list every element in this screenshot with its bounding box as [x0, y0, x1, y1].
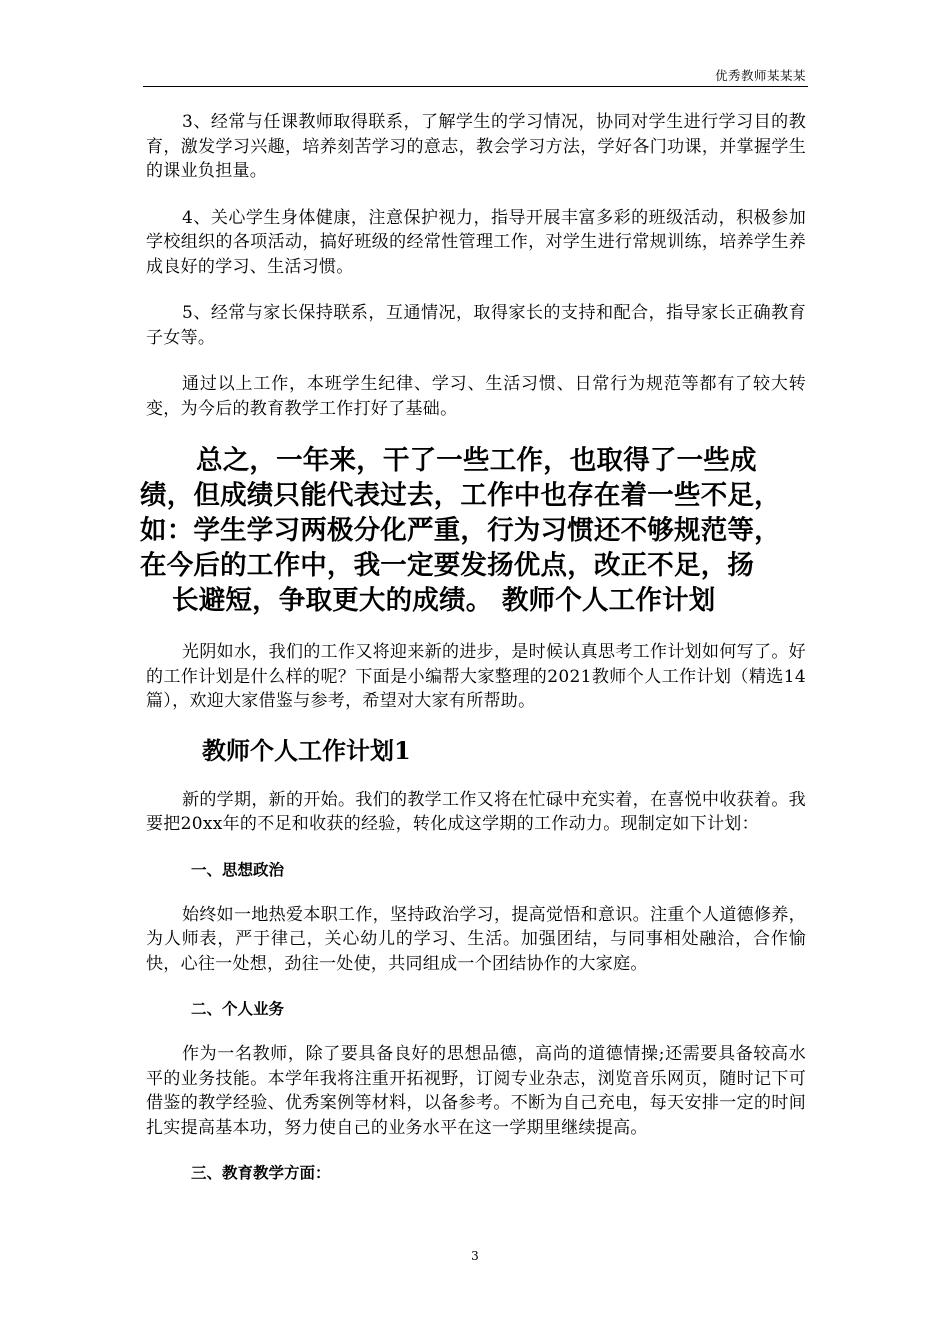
summary-large-text [140, 443, 806, 618]
section-heading-business: 二、个人业务 [191, 1000, 285, 1018]
summary-main: 总之，一年来，干了一些工作，也取得了一些成绩，但成绩只能代表过去，工作中也存在着一些不足，如：学生学习两极分化严重，行为习惯还不够规范等，在今后的工作中，我一定要发扬优点，改正不足，扬 [140, 445, 781, 581]
business-paragraph: 作为一名教师，除了要具备良好的思想品德，高尚的道德情操;还需要具备较高水平的业务技能。本学年我将注重开拓视野，订阅专业杂志，浏览音乐网页，随时记下可借鉴的教学经验、优秀案例等材料，以备参考。不断为自己充电，每天安排一定的时间扎实提高基本功，努力使自己的业务水平在这一学期里继续提高。 [146, 1044, 806, 1138]
header-title: 优秀教师某某某 [714, 68, 806, 83]
paragraph-conclusion: 通过以上工作，本班学生纪律、学习、生活习惯、日常行为规范等都有了较大转变，为今后的教育教学工作打好了基础。 [146, 374, 806, 419]
paragraph-item-3: 3、经常与任课教师取得联系，了解学生的学习情况，协同对学生进行学习目的教育，激发学习兴趣，培养刻苦学习的意志，教会学习方法，学好各门功课，并掌握学生的课业负担量。 [146, 112, 806, 181]
page-number: 3 [471, 1249, 479, 1263]
politics-paragraph: 始终如一地热爱本职工作，坚持政治学习，提高觉悟和意识。注重个人道德修养，为人师表，严于律己，关心幼儿的学习、生活。加强团结，与同事相处融洽，合作愉快，心往一处想，劲往一处使，共同组成一个团结协作的大家庭。 [146, 904, 806, 974]
plan-intro-paragraph: 新的学期，新的开始。我们的教学工作又将在忙碌中充实着，在喜悦中收获着。我要把20xx年的不足和收获的经验，转化成这学期的工作动力。现制定如下计划： [146, 789, 806, 834]
paragraph-item-5: 5、经常与家长保持联系，互通情况，取得家长的支持和配合，指导家长正确教育子女等。 [146, 303, 806, 348]
section-heading-teaching: 三、教育教学方面： [191, 1164, 331, 1182]
summary-tail: 长避短，争取更大的成绩。 教师个人工作计划 [172, 585, 716, 616]
section-heading-politics: 一、思想政治 [191, 860, 285, 879]
plan-heading: 教师个人工作计划1 [202, 735, 411, 765]
header-divider [143, 86, 808, 87]
document-body [140, 110, 806, 1206]
paragraph-item-4: 4、关心学生身体健康，注意保护视力，指导开展丰富多彩的班级活动，积极参加学校组织的各项活动，搞好班级的经常性管理工作，对学生进行常规训练，培养学生养成良好的学习、生活习惯。 [146, 207, 806, 277]
intro-paragraph: 光阴如水，我们的工作又将迎来新的进步，是时候认真思考工作计划如何写了。好的工作计划是什么样的呢？下面是小编帮大家整理的2021教师个人工作计划（精选14篇），欢迎大家借鉴与参考，希望对大家有所帮助。 [146, 642, 806, 711]
